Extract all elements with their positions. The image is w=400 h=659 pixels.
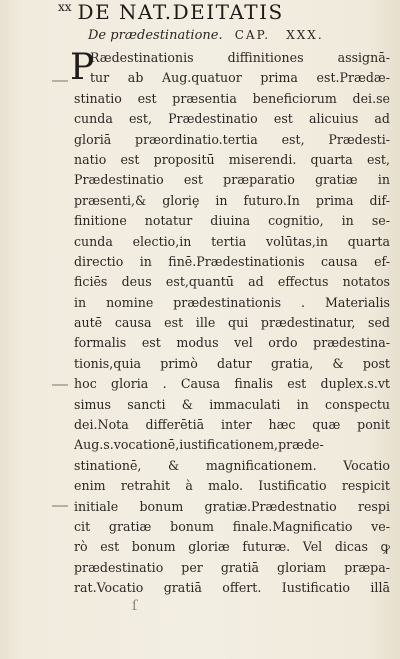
gutter-mark (52, 505, 68, 507)
text-line: finitione notatur diuina cognitio, in se- (74, 213, 390, 229)
text-line: Aug.s.vocationē,iustificationem,præde- (74, 437, 324, 453)
text-line: enim retrahit à malo. Iustificatio respicit (74, 478, 390, 494)
text-line: tur ab Aug.quatuor prima est.Prædæ- (90, 70, 390, 86)
running-head (58, 0, 388, 24)
chapter-heading (88, 28, 388, 43)
text-line: cunda electio,in tertia volūtas,in quarta (74, 233, 390, 249)
text-line: cunda est, Prædestinatio est alicuius ad (74, 111, 390, 127)
chapter-number: XXX. (286, 28, 324, 42)
text-line: simus sancti & immaculati in conspectu (74, 396, 390, 412)
drop-cap-initial: P (70, 47, 95, 88)
gutter-mark (52, 80, 68, 82)
text-line: natio est propositū miserendi. quarta est, (74, 151, 390, 167)
text-line: prædestinatio per gratiā gloriam præpa- (74, 559, 390, 575)
folio-number: xx (58, 0, 72, 14)
gutter-mark (52, 384, 68, 386)
printer-mark: ſ (132, 598, 138, 614)
text-line: directio in finē.Prædestinationis causa ef- (74, 253, 390, 269)
text-line: dei.Nota differētiā inter hæc quæ ponit (74, 417, 390, 433)
text-line: Rædestinationis diffinitiones assignā- (90, 50, 390, 65)
text-line: præsenti,& gloriȩ in futuro.In prima dif- (74, 192, 390, 208)
text-line: stinationē, & magnificationem. Vocatio (74, 457, 390, 473)
text-line: rò est bonum gloriæ futuræ. Vel dicas ꝙ (74, 539, 390, 555)
text-line: gloriā præordinatio.tertia est, Prædesti- (74, 131, 390, 147)
text-line: cit gratiæ bonum finale.Magnificatio ve- (74, 518, 390, 534)
text-line: ficiēs deus est,quantū ad effectus notatos (74, 274, 390, 290)
body-text (70, 47, 390, 599)
text-line: stinatio est præsentia beneficiorum dei.se (74, 90, 390, 106)
text-line: tionis,quia primò datur gratia, & post (74, 355, 390, 371)
text-line: hoc gloria . Causa finalis est duplex.s.vt (74, 376, 390, 392)
text-line: Prædestinatio est præparatio gratiæ in (74, 172, 390, 188)
text-line: in nomine prædestinationis . Materialis (74, 294, 390, 310)
chapter-label: CAP. (234, 28, 271, 42)
text-line: formalis est modus vel ordo prædestina- (74, 335, 390, 351)
running-head-title: DE NAT.DEITATIS (77, 0, 284, 24)
text-line: rat.Vocatio gratiā offert. Iustificatio illā (74, 580, 390, 596)
chapter-title: De prædestinatione. (88, 28, 223, 43)
text-line: autē causa est ille qui prædestinatur, sed (74, 315, 390, 331)
text-line: initiale bonum gratiæ.Prædestnatio respi (74, 498, 390, 514)
